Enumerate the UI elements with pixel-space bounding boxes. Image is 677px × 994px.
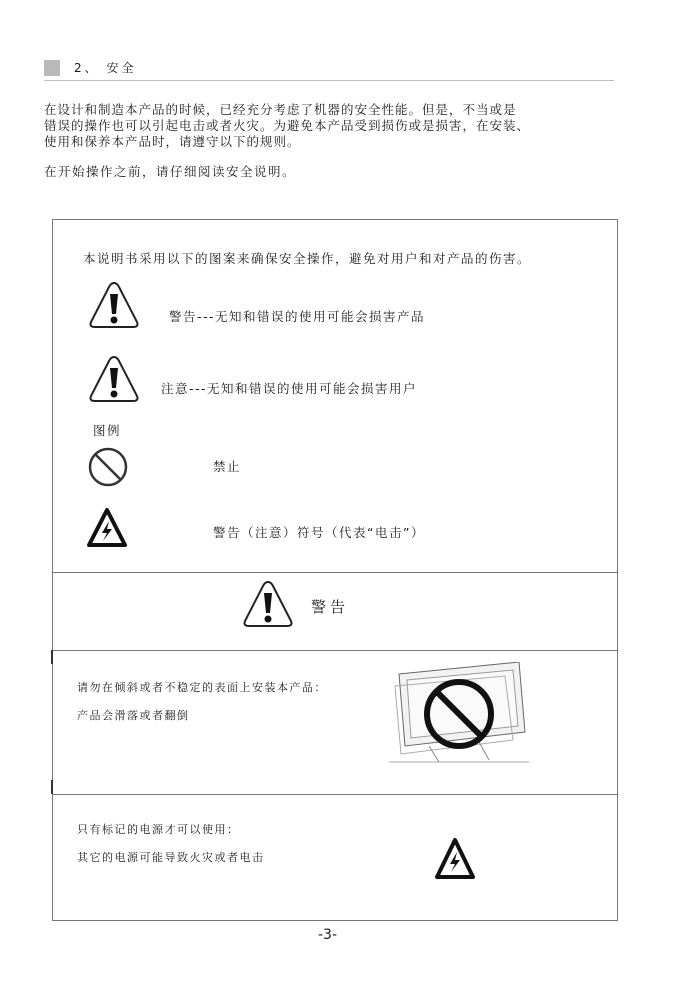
legend-caption: 图例	[93, 423, 122, 438]
warning-triangle-icon	[241, 579, 295, 629]
prohibited-icon	[87, 446, 129, 488]
rule2-line2: 其它的电源可能导致火灾或者电击	[77, 851, 265, 864]
divider	[53, 794, 617, 795]
rule1-line2: 产品会滑落或者翻倒	[77, 709, 190, 722]
section-header	[44, 60, 614, 81]
divider	[53, 572, 617, 573]
divider	[53, 650, 617, 651]
warning-triangle-icon	[87, 280, 141, 330]
section-marker	[44, 60, 60, 76]
legend-heading: 本说明书采用以下的图案来确保安全操作，避免对用户和对产品的伤害。	[83, 251, 532, 266]
page-number: -3-	[318, 927, 338, 943]
electric-shock-icon	[435, 838, 475, 880]
caution-triangle-icon	[87, 354, 141, 404]
intro-instruction: 在开始操作之前，请仔细阅读安全说明。	[44, 164, 297, 179]
intro-line: 使用和保养本产品时，请遵守以下的规则。	[44, 134, 301, 149]
divider-mark	[51, 780, 53, 794]
electric-description: 警告（注意）符号（代表“电击”）	[213, 525, 425, 540]
rule1-line1: 请勿在倾斜或者不稳定的表面上安装本产品：	[77, 681, 327, 694]
divider-mark	[51, 650, 53, 664]
warning-section-title: 警告	[311, 598, 350, 616]
caution-description: 注意---无知和错误的使用可能会损害用户	[161, 381, 418, 396]
warning-description: 警告---无知和错误的使用可能会损害产品	[169, 309, 426, 324]
rule2-line1: 只有标记的电源才可以使用：	[77, 823, 240, 836]
intro-line: 错误的操作也可以引起电击或者火灾。为避免本产品受到损伤或是损害，在安装、	[44, 118, 531, 133]
intro-line: 在设计和制造本产品的时候，已经充分考虑了机器的安全性能。但是，不当或是	[44, 102, 517, 117]
electric-shock-icon	[87, 508, 127, 548]
tilted-monitor-prohibited-icon	[389, 662, 529, 766]
intro-paragraph	[44, 102, 634, 150]
section-title: 2、 安全	[74, 61, 137, 75]
safety-box	[52, 219, 618, 921]
prohibited-label: 禁止	[213, 459, 242, 474]
